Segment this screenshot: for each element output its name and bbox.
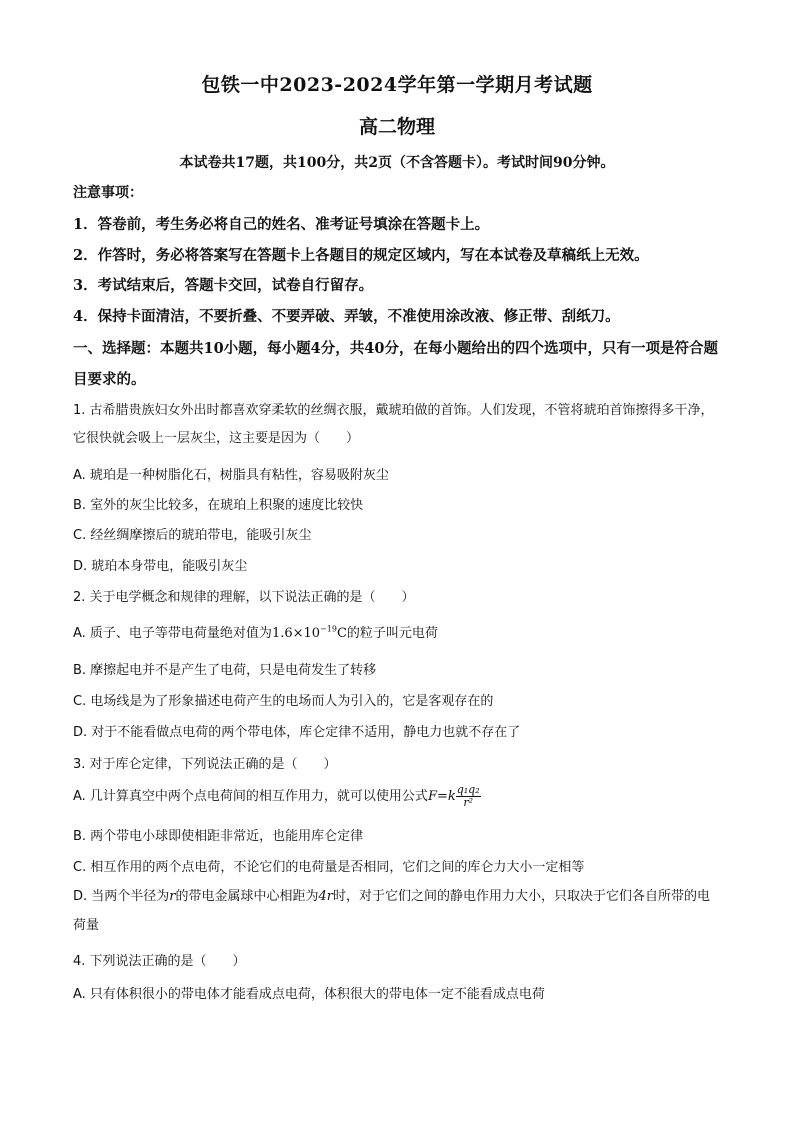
exam-info: 本试卷共17题，共100分，共2页（不含答题卡）。考试时间90分钟。 [179,155,615,171]
notice-rule-3: 3．考试结束后，答题卡交回，试卷自行留存。 [73,277,374,294]
question-3-option-d [73,882,723,940]
exam-title: 包铁一中2023-2024学年第一学期月考试题 [201,74,593,96]
q2a-unit: C [336,626,347,641]
question-4-option-a: A. 只有体积很小的带电体才能看成点电荷，体积很大的带电体一定不能看成点电荷 [73,987,545,1002]
q3d-suffix: 时，对于它们之间的静电作用力大小，只取决于它们各自所带的电荷量 [73,889,711,933]
q2a-exponent: −19 [320,624,337,634]
q2a-prefix: A. 质子、电子等带电荷量绝对值为 [73,626,272,641]
q3d-distance: 4r [318,889,334,904]
q3d-radius: r [169,889,176,904]
notice-rule-1: 1．答卷前，考生务必将自己的姓名、准考证号填涂在答题卡上。 [73,216,490,233]
question-2-stem: 2. 关于电学概念和规律的理解，以下说法正确的是（ ） [73,590,415,605]
q3a-formula-numerator: q₁q₂ [456,783,480,796]
question-1-option-b: B. 室外的灰尘比较多，在琥珀上积聚的速度比较快 [73,498,364,513]
q2a-value: 1.6×10 [271,626,321,641]
question-3-option-a [73,784,733,809]
question-2-option-d: D. 对于不能看做点电荷的两个带电体，库仑定律不适用，静电力也就不存在了 [73,725,521,740]
question-2-option-c: C. 电场线是为了形象描述电荷产生的电场而人为引入的，它是客观存在的 [73,694,494,709]
q3d-prefix: D. 当两个半径为 [73,889,170,904]
notice-heading: 注意事项： [73,185,143,201]
q3a-formula-fraction [456,784,481,809]
q3a-formula-lhs: F=k [427,789,456,804]
q3d-middle: 的带电金属球中心相距为 [175,889,319,904]
question-3-option-c: C. 相互作用的两个点电荷，不论它们的电荷量是否相同，它们之间的库仑力大小一定相等 [73,860,585,875]
section-heading: 一、选择题：本题共10小题，每小题4分，共40分，在每小题给出的四个选项中，只有一项是符合题目要求的。 [73,340,718,388]
q3a-formula-denominator: r² [463,796,474,809]
question-1-option-c: C. 经丝绸摩擦后的琥珀带电，能吸引灰尘 [73,528,312,543]
q3a-prefix: A. 几计算真空中两个点电荷间的相互作用力，就可以使用公式 [73,789,428,804]
question-2-option-a [73,622,733,641]
notice-rule-2: 2．作答时，务必将答案写在答题卡上各题目的规定区域内，写在本试卷及草稿纸上无效。 [73,247,649,264]
question-1-stem: 1. 古希腊贵族妇女外出时都喜欢穿柔软的丝绸衣服，戴琥珀做的首饰。人们发现，不管将琥珀首饰擦得多干净，它很快就会吸上一层灰尘，这主要是因为（ ） [73,403,714,446]
question-1-option-a: A. 琥珀是一种树脂化石，树脂具有粘性，容易吸附灰尘 [73,468,389,483]
exam-subject: 高二物理 [358,116,435,138]
question-3-option-b: B. 两个带电小球即使相距非常近，也能用库仑定律 [73,829,364,844]
question-2-option-b: B. 摩擦起电并不是产生了电荷，只是电荷发生了转移 [73,663,377,678]
question-3-stem: 3. 对于库仑定律，下列说法正确的是（ ） [73,757,337,772]
q2a-suffix: 的粒子叫元电荷 [346,626,438,641]
question-4-stem: 4. 下列说法正确的是（ ） [73,954,246,969]
notice-rule-4: 4．保持卡面清洁，不要折叠、不要弄破、弄皱，不准使用涂改液、修正带、刮纸刀。 [73,308,620,325]
question-1-option-d: D. 琥珀本身带电，能吸引灰尘 [73,559,248,574]
